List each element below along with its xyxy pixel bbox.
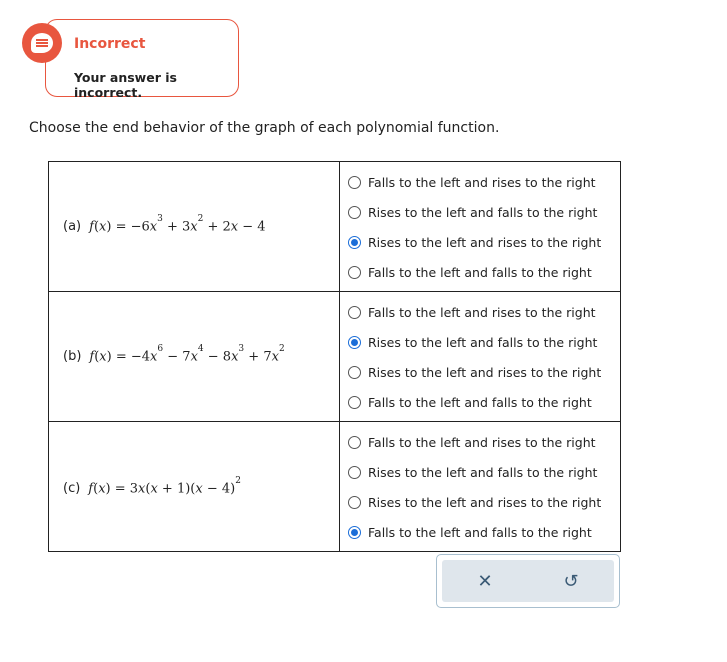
option-b-0[interactable]: Falls to the left and rises to the right <box>348 302 596 322</box>
function-b: (b) $f(x) = -4x^6 - 7x^4 - 8x^3 + 7x^2$ <box>63 344 285 365</box>
x-icon[interactable]: ✕ <box>477 570 493 592</box>
option-c-3[interactable]: Falls to the left and falls to the right <box>348 522 592 542</box>
radio-button[interactable] <box>348 306 361 319</box>
answer-actions <box>436 554 620 608</box>
function-cell <box>49 162 340 292</box>
option-b-3[interactable]: Falls to the left and falls to the right <box>348 392 592 412</box>
options-cell <box>340 292 621 422</box>
question-row-a <box>49 162 621 292</box>
function-a: (a) $f(x) = -6x^3 + 3x^2 + 2x - 4$ <box>63 214 266 235</box>
undo-icon[interactable]: ↺ <box>563 570 579 592</box>
option-b-2[interactable]: Rises to the left and rises to the right <box>348 362 601 382</box>
option-a-0[interactable]: Falls to the left and rises to the right <box>348 172 596 192</box>
option-c-2[interactable]: Rises to the left and rises to the right <box>348 492 601 512</box>
feedback-box <box>45 19 239 100</box>
feedback-icon <box>22 23 62 63</box>
option-a-2[interactable]: Rises to the left and rises to the right <box>348 232 601 252</box>
retry-button[interactable] <box>528 560 614 602</box>
function-cell <box>49 422 340 552</box>
option-c-0[interactable]: Falls to the left and rises to the right <box>348 432 596 452</box>
radio-button[interactable] <box>348 206 361 219</box>
feedback-message: Your answer is incorrect. <box>74 70 177 100</box>
options-cell <box>340 422 621 552</box>
radio-button-selected[interactable] <box>348 336 361 349</box>
option-b-1[interactable]: Rises to the left and falls to the right <box>348 332 597 352</box>
question-prompt: Choose the end behavior of the graph of each polynomial function. <box>29 120 500 136</box>
radio-button[interactable] <box>348 176 361 189</box>
feedback-title: Incorrect <box>74 36 146 52</box>
radio-button[interactable] <box>348 496 361 509</box>
radio-button[interactable] <box>348 266 361 279</box>
radio-button[interactable] <box>348 466 361 479</box>
radio-button-selected[interactable] <box>348 526 361 539</box>
option-c-1[interactable]: Rises to the left and falls to the right <box>348 462 597 482</box>
option-a-1[interactable]: Rises to the left and falls to the right <box>348 202 597 222</box>
options-cell <box>340 162 621 292</box>
clear-button[interactable] <box>442 560 528 602</box>
radio-button[interactable] <box>348 436 361 449</box>
option-a-3[interactable]: Falls to the left and falls to the right <box>348 262 592 282</box>
radio-button[interactable] <box>348 366 361 379</box>
radio-button-selected[interactable] <box>348 236 361 249</box>
actions-bar <box>442 560 614 602</box>
question-row-b <box>49 292 621 422</box>
function-c: (c) $f(x) = 3x(x + 1)(x - 4)^2$ <box>63 476 241 497</box>
question-table <box>48 161 621 552</box>
radio-button[interactable] <box>348 396 361 409</box>
function-cell <box>49 292 340 422</box>
question-row-c <box>49 422 621 552</box>
